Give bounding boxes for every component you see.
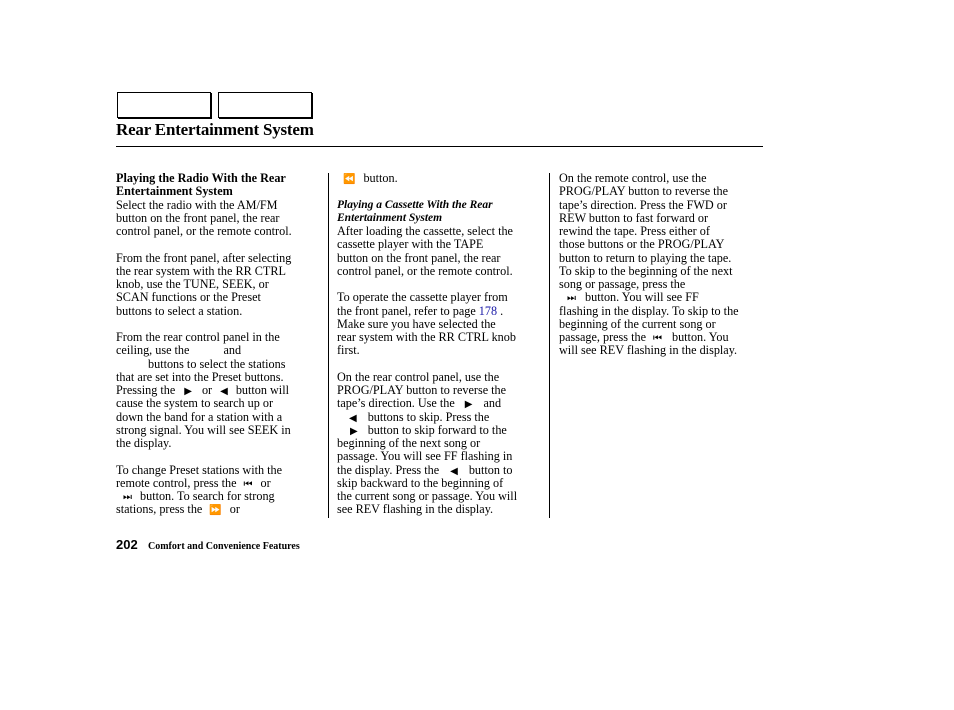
play-icon: ▶: [184, 386, 192, 397]
play-icon: ▶: [464, 399, 473, 411]
skip-next-icon: ⏭: [567, 293, 576, 305]
text-fragment: button will: [235, 383, 289, 397]
column-divider: [328, 173, 329, 518]
section-heading: Entertainment System: [116, 184, 233, 199]
text-line: first.: [337, 343, 360, 358]
text-line: PROG/PLAY button to reverse the: [337, 383, 507, 397]
text-line: [337, 411, 517, 424]
text-line: button to return to playing the tape.: [559, 250, 732, 265]
text-fragment: button. You will see FF: [585, 290, 699, 305]
text-line: [116, 477, 292, 490]
back-icon: ◀: [349, 412, 357, 424]
text-line: passage. You will see FF flashing in: [337, 449, 513, 464]
text-line: Make sure you have selected the: [337, 316, 496, 331]
column-divider: [549, 173, 550, 518]
back-icon: ◀: [220, 386, 228, 397]
text-fragment: tape’s direction. Use the: [337, 396, 455, 411]
text-fragment: buttons to select the stations: [148, 356, 286, 371]
text-fragment: button to: [468, 462, 513, 477]
text-line: [116, 490, 292, 503]
text-fragment: .: [500, 303, 504, 318]
text-line: After loading the cassette, select the: [337, 224, 513, 238]
text-line: beginning of the current song or: [559, 316, 716, 331]
play-icon: ▶: [350, 425, 358, 437]
text-line: control panel, or the remote control.: [116, 224, 292, 238]
text-line: the rear system with the RR CTRL: [116, 263, 286, 278]
text-line: knob, use the TUNE, SEEK, or: [116, 277, 269, 291]
text-fragment: stations, press the: [116, 502, 203, 517]
text-line: see REV flashing in the display.: [337, 502, 494, 517]
text-line: strong signal. You will see SEEK in: [116, 422, 291, 437]
text-line: song or passage, press the: [559, 277, 686, 291]
skip-previous-icon: ⏮: [243, 478, 253, 490]
text-fragment: button to skip forward to the: [367, 422, 507, 437]
text-line: [559, 291, 739, 304]
fast-forward-icon: ⏩: [209, 505, 222, 517]
text-line: [116, 344, 292, 357]
back-icon: ◀: [450, 465, 458, 477]
text-fragment: and: [483, 396, 502, 411]
text-line: To skip to the beginning of the next: [559, 263, 733, 278]
text-line: [559, 331, 739, 344]
column-2: [337, 172, 517, 517]
text-line: rear system with the RR CTRL knob: [337, 330, 516, 344]
text-line: To operate the cassette player from: [337, 290, 508, 305]
page-number: 202: [116, 537, 138, 552]
text-fragment: button.: [363, 171, 398, 185]
text-line: [337, 464, 517, 477]
text-line: those buttons or the PROG/PLAY: [559, 237, 725, 252]
rewind-icon: ⏪: [343, 174, 356, 185]
text-line: cassette player with the TAPE: [337, 237, 484, 252]
text-fragment: the display. Press the: [337, 462, 440, 477]
skip-previous-icon: ⏮: [652, 333, 662, 344]
previous-page-button[interactable]: [117, 92, 211, 118]
skip-next-icon: ⏭: [123, 492, 132, 503]
text-line: On the rear control panel, use the: [337, 369, 500, 384]
text-line: tape’s direction. Press the FWD or: [559, 197, 727, 212]
page-title: Rear Entertainment System: [116, 120, 314, 139]
text-fragment: and: [223, 343, 242, 358]
text-line: cause the system to search up or: [116, 396, 274, 411]
text-line: [116, 503, 292, 516]
section-name: Comfort and Convenience Features: [148, 541, 300, 552]
text-fragment: buttons to skip. Press the: [367, 409, 490, 424]
text-line: will see REV flashing in the display.: [559, 343, 738, 358]
text-fragment: passage, press the: [559, 330, 646, 344]
text-line: rewind the tape. Press either of: [559, 224, 710, 238]
text-line: down the band for a station with a: [116, 409, 283, 424]
text-line: the current song or passage. You will: [337, 489, 518, 503]
text-line: [337, 305, 517, 318]
text-line: flashing in the display. To skip to the: [559, 303, 739, 318]
text-line: [116, 384, 292, 397]
text-fragment: button. To search for strong: [140, 489, 275, 503]
text-line: Select the radio with the AM/FM: [116, 197, 278, 212]
next-page-button[interactable]: [218, 92, 312, 118]
text-line: buttons to select a station.: [116, 303, 243, 318]
text-line: To change Preset stations with the: [116, 462, 283, 477]
section-heading: Entertainment System: [337, 211, 443, 224]
text-line: REW button to fast forward or: [559, 210, 709, 225]
page-link[interactable]: 178: [478, 303, 498, 318]
text-line: From the rear control panel in the: [116, 330, 280, 344]
text-fragment: Pressing the: [116, 383, 176, 397]
column-3: [559, 172, 739, 358]
section-heading: Playing a Cassette With the Rear: [337, 198, 493, 211]
text-fragment: or: [201, 383, 213, 397]
text-fragment: or: [229, 502, 240, 517]
column-1: [116, 172, 292, 517]
text-line: [116, 358, 292, 371]
text-line: button on the front panel, the rear: [337, 250, 501, 265]
text-fragment: ceiling, use the: [116, 343, 190, 358]
text-line: [337, 424, 517, 437]
text-fragment: the front panel, refer to page: [337, 303, 476, 318]
text-line: that are set into the Preset buttons.: [116, 369, 284, 384]
text-line: On the remote control, use the: [559, 171, 707, 185]
text-line: skip backward to the beginning of: [337, 475, 504, 490]
text-line: button on the front panel, the rear: [116, 210, 280, 225]
text-line: beginning of the next song or: [337, 436, 481, 450]
text-line: SCAN functions or the Preset: [116, 290, 261, 305]
text-fragment: button. You: [671, 330, 729, 344]
title-divider: [116, 146, 763, 147]
section-heading: Playing the Radio With the Rear: [116, 171, 286, 185]
text-fragment: remote control, press the: [116, 475, 237, 490]
text-line: From the front panel, after selecting: [116, 250, 292, 265]
text-line: [337, 172, 517, 185]
text-line: the display.: [116, 436, 172, 450]
text-line: [337, 397, 517, 410]
text-fragment: or: [260, 475, 271, 490]
text-line: PROG/PLAY button to reverse the: [559, 184, 729, 199]
text-line: control panel, or the remote control.: [337, 263, 513, 278]
